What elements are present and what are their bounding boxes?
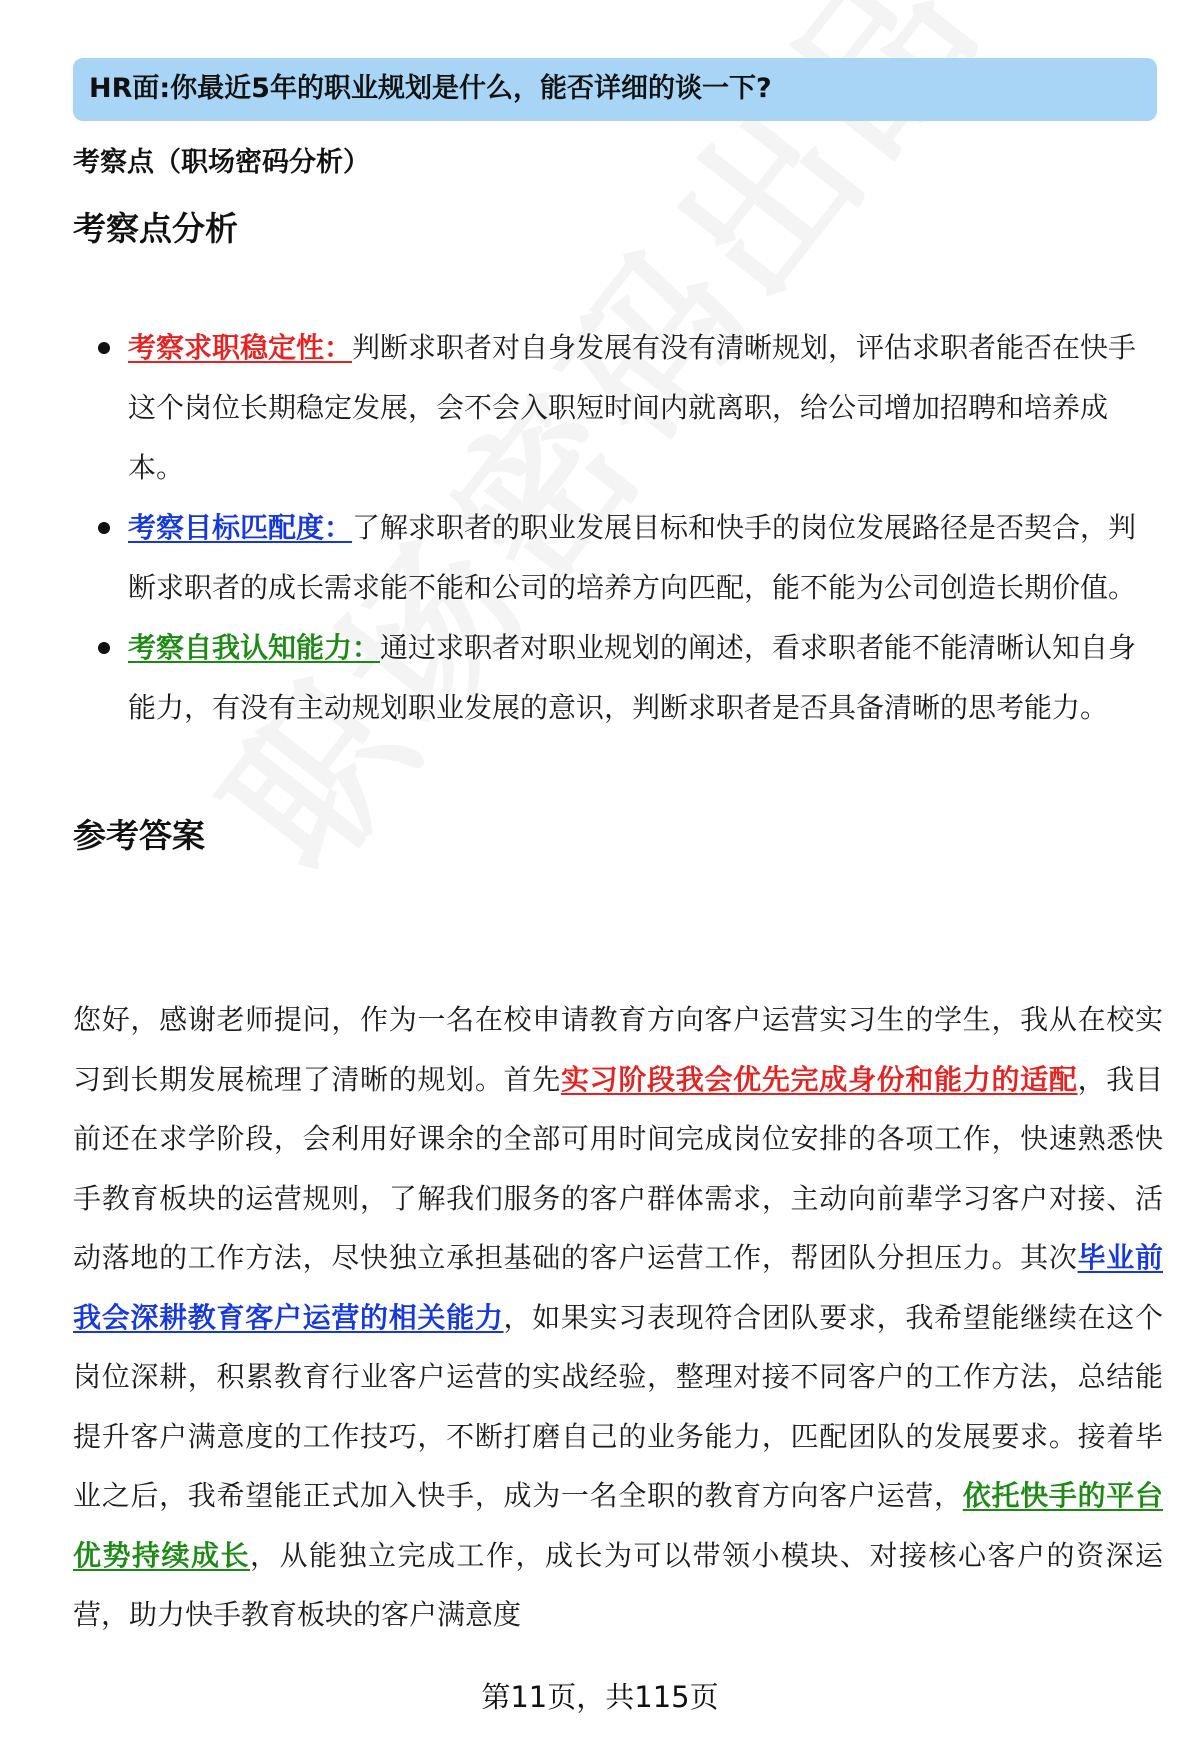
answer-text: ，从能独立完成工作，成长为可以带领小模块、对接核心客户的资深运营，助力快手教育板块的客户满意度 [73,1538,1163,1631]
point-title: 考察自我认知能力： [128,631,381,664]
point-text: 了解求职者的职业发展目标和快手的岗位发展路径是否契合，判断求职者的成长需求能不能和公司的培养方向匹配，能不能为公司创造长期价值。 [128,511,1137,604]
answer-highlight-2: 毕业前我会深耕教育客户运营的相关能力 [73,1241,1163,1334]
analysis-label: 考察点（职场密码分析） [73,147,370,178]
analysis-item-stability [73,318,1163,498]
analysis-item-goal-match [73,498,1163,618]
page-number: 第11页，共115页 [481,1680,719,1714]
answer-highlight-3: 依托快手的平台优势持续成长 [73,1479,1163,1572]
point-title: 考察目标匹配度： [128,511,353,544]
answer-text: 您好，感谢老师提问，作为一名在校申请教育方向客户运营实习生的学生，我从在校实习到长期发展梳理了清晰的规划。首先 [73,1003,1163,1096]
section-heading-answer: 参考答案 [73,816,205,855]
answer-text: ，我目前还在求学阶段，会利用好课余的全部可用时间完成岗位安排的各项工作，快速熟悉快手教育板块的运营规则，了解我们服务的客户群体需求，主动向前辈学习客户对接、活动落地的工作方法，尽快独立承担基础的客户运营工作，帮团队分担压力。其次 [73,1062,1163,1274]
point-text: 通过求职者对职业规划的阐述，看求职者能不能清晰认知自身能力，有没有主动规划职业发展的意识，判断求职者是否具备清晰的思考能力。 [128,631,1137,724]
answer-text: ，如果实习表现符合团队要求，我希望能继续在这个岗位深耕，积累教育行业客户运营的实战经验，整理对接不同客户的工作方法，总结能提升客户满意度的工作技巧，不断打磨自己的业务能力，匹配团队的发展要求。接着毕业之后，我希望能正式加入快手，成为一名全职的教育方向客户运营， [73,1300,1163,1512]
analysis-list [73,318,1163,738]
answer-paragraph [73,990,1163,1645]
bullet-icon [98,342,110,354]
question-title: HR面:你最近5年的职业规划是什么，能否详细的谈一下? [89,73,772,104]
point-text: 判断求职者对自身发展有没有清晰规划，评估求职者能否在快手这个岗位长期稳定发展，会不会入职短时间内就离职，给公司增加招聘和培养成本。 [128,331,1137,484]
section-heading-analysis: 考察点分析 [73,209,238,248]
bullet-icon [98,522,110,534]
point-title: 考察求职稳定性： [128,331,353,364]
answer-highlight-1: 实习阶段我会优先完成身份和能力的适配 [560,1062,1078,1096]
analysis-item-self-awareness [73,618,1163,738]
bullet-icon [98,642,110,654]
